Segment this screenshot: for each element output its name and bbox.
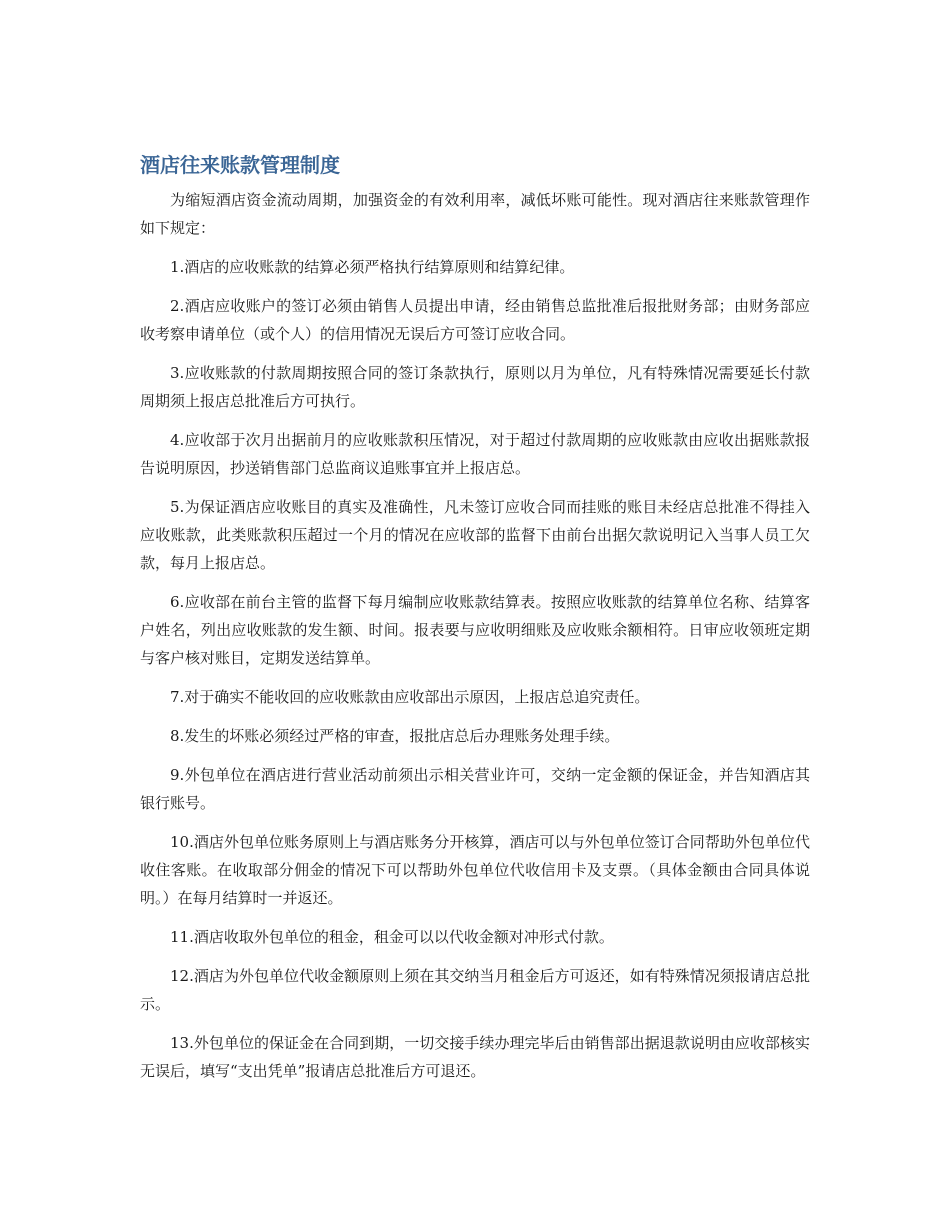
document-title: 酒店往来账款管理制度 <box>140 153 340 177</box>
rule-item-8: 8.发生的坏账必须经过严格的审查，报批店总后办理账务处理手续。 <box>170 727 620 745</box>
rule-item-1: 1.酒店的应收账款的结算必须严格执行结算原则和结算纪律。 <box>170 258 575 276</box>
rule-item-11: 11.酒店收取外包单位的租金，租金可以以代收金额对冲形式付款。 <box>170 928 614 946</box>
rule-item-6: 6.应收部在前台主管的监督下每月编制应收账款结算表。按照应收账款的结算单位名称、结算客户姓名，列出应收账款的发生额、时间。报表要与应收明细账及应收账余额相符。日审应收领班定期与客户核对账目，定期发送结算单。 <box>140 593 810 667</box>
rule-item-12: 12.酒店为外包单位代收金额原则上须在其交纳当月租金后方可返还，如有特殊情况须报请店总批示。 <box>140 967 810 1013</box>
rule-item-9: 9.外包单位在酒店进行营业活动前须出示相关营业许可，交纳一定金额的保证金，并告知酒店其银行账号。 <box>140 766 810 812</box>
rule-item-4: 4.应收部于次月出据前月的应收账款积压情况，对于超过付款周期的应收账款由应收出据账款报告说明原因，抄送销售部门总监商议追账事宜并上报店总。 <box>140 431 810 477</box>
intro-paragraph: 为缩短酒店资金流动周期，加强资金的有效利用率，减低坏账可能性。现对酒店往来账款管理作如下规定： <box>140 191 810 237</box>
document-page <box>140 150 810 1085</box>
rule-item-2: 2.酒店应收账户的签订必须由销售人员提出申请，经由销售总监批准后报批财务部；由财务部应收考察申请单位（或个人）的信用情况无误后方可签订应收合同。 <box>140 297 810 343</box>
rule-item-13: 13.外包单位的保证金在合同到期，一切交接手续办理完毕后由销售部出据退款说明由应收部核实无误后，填写“支出凭单”报请店总批准后方可退还。 <box>140 1034 810 1080</box>
rule-item-7: 7.对于确实不能收回的应收账款由应收部出示原因，上报店总追究责任。 <box>170 688 650 706</box>
rule-item-5: 5.为保证酒店应收账目的真实及准确性，凡未签订应收合同而挂账的账目未经店总批准不得挂入应收账款，此类账款积压超过一个月的情况在应收部的监督下由前台出据欠款说明记入当事人员工欠款，每月上报店总。 <box>140 498 810 572</box>
rule-item-10: 10.酒店外包单位账务原则上与酒店账务分开核算，酒店可以与外包单位签订合同帮助外包单位代收住客账。在收取部分佣金的情况下可以帮助外包单位代收信用卡及支票。（具体金额由合同具体说明。）在每月结算时一并返还。 <box>140 833 810 907</box>
rule-item-3: 3.应收账款的付款周期按照合同的签订条款执行，原则以月为单位，凡有特殊情况需要延长付款周期须上报店总批准后方可执行。 <box>140 364 810 410</box>
